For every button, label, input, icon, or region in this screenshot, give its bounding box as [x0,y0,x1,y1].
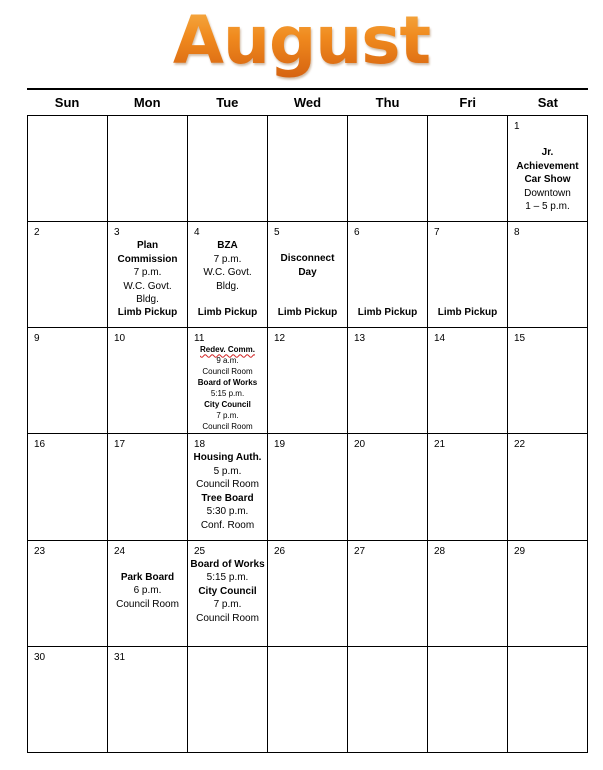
empty-day-cell [428,647,508,753]
day-number: 14 [434,333,446,345]
top-divider [27,88,588,90]
day-number: 17 [114,439,126,451]
day-number: 21 [434,439,446,451]
event-line: Conf. Room [200,519,255,531]
day-number: 26 [274,545,286,557]
day-number: 23 [34,545,46,557]
day-cell-6 [348,222,428,328]
day-cell-30 [28,647,108,753]
event-line: Disconnect [280,253,335,265]
day-cell-13 [348,328,428,434]
day-cell-11 [188,328,268,434]
day-cell-25 [188,541,268,647]
event-line: 1 – 5 p.m. [525,201,570,212]
day-number: 7 [434,227,440,239]
event-title-text: Redev. Comm. [200,345,255,355]
limb-pickup-label: Limb Pickup [437,306,498,318]
event-line: Council Room [196,479,259,491]
day-number: 22 [514,439,526,451]
empty-day-cell [268,116,348,222]
empty-day-cell [188,647,268,753]
day-number: 11 [194,333,205,345]
event-line: Jr. [541,147,554,158]
day-cell-26 [268,541,348,647]
event-line: 7 p.m. [213,599,242,611]
day-cell-2 [28,222,108,328]
day-cell-14 [428,328,508,434]
event-line: Council Room [196,612,259,624]
empty-day-cell [348,116,428,222]
day-cell-8 [508,222,588,328]
event-line: Bldg. [136,294,159,306]
day-events [188,344,267,432]
event-line: 5:15 p.m. [206,572,249,584]
day-cell-19 [268,434,348,540]
day-cell-9 [28,328,108,434]
empty-day-cell [508,647,588,753]
empty-day-cell [108,116,188,222]
day-cell-17 [108,434,188,540]
event-line: 7 p.m. [216,411,239,421]
weekday-sat: Sat [537,95,558,110]
event-line: 5 p.m. [213,465,242,477]
day-number: 10 [114,333,126,345]
day-number: 19 [274,439,286,451]
day-number: 1 [514,121,520,132]
event-line: 7 p.m. [133,267,162,279]
day-cell-10 [108,328,188,434]
event-line: Car Show [524,174,571,185]
day-number: 25 [194,545,206,557]
weekday-mon: Mon [133,95,161,110]
event-line: W.C. Govt. [203,267,252,279]
day-cell-29 [508,541,588,647]
weekday-sun: Sun [54,95,80,110]
day-number: 24 [114,545,126,557]
day-number: 27 [354,545,366,557]
event-line: Plan [136,240,159,252]
day-events [108,239,187,307]
event-line [188,344,267,355]
event-line: 5:30 p.m. [206,506,249,518]
limb-pickup-label: Limb Pickup [197,306,258,318]
day-events [188,451,267,532]
event-line: Park Board [120,571,175,583]
limb-pickup-label: Limb Pickup [357,306,418,318]
weekday-thu: Thu [375,95,400,110]
day-number: 2 [34,227,40,239]
day-number: 3 [114,227,120,239]
day-cell-24 [108,541,188,647]
empty-day-cell [28,116,108,222]
day-cell-21 [428,434,508,540]
weekday-fri: Fri [459,95,476,110]
day-number: 5 [274,227,280,239]
day-number: 13 [354,333,366,345]
day-cell-27 [348,541,428,647]
day-number: 6 [354,227,360,239]
event-line: Tree Board [201,492,254,504]
day-number: 29 [514,545,526,557]
day-cell-5 [268,222,348,328]
calendar-grid [27,115,588,753]
event-line: Achievement [516,160,579,172]
day-events [268,252,347,279]
day-number: 4 [194,227,200,239]
day-cell-3 [108,222,188,328]
day-cell-28 [428,541,508,647]
weekday-tue: Tue [216,95,239,110]
day-cell-12 [268,328,348,434]
month-title: August [0,2,603,79]
day-events [508,146,587,214]
empty-day-cell [188,116,268,222]
event-line: Council Room [202,422,253,432]
day-number: 18 [194,439,206,451]
event-line: 7 p.m. [213,253,242,265]
empty-day-cell [268,647,348,753]
day-cell-18 [188,434,268,540]
day-cell-16 [28,434,108,540]
event-line: Board of Works [190,558,265,570]
day-number: 20 [354,439,366,451]
day-cell-15 [508,328,588,434]
event-line: Day [298,266,317,278]
event-line: 9 a.m. [216,356,239,366]
limb-pickup-label: Limb Pickup [117,306,178,318]
day-events [108,571,187,612]
event-line: Bldg. [216,280,239,292]
day-number: 28 [434,545,446,557]
event-line: Commission [117,253,178,265]
day-cell-22 [508,434,588,540]
empty-day-cell [348,647,428,753]
day-number: 9 [34,333,40,345]
event-line: Council Room [116,598,179,610]
day-events [188,239,267,293]
day-number: 16 [34,439,46,451]
weekday-header [27,91,588,115]
day-cell-4 [188,222,268,328]
weekday-wed: Wed [293,95,322,110]
event-line: BZA [217,240,238,252]
event-line: City Council [204,400,251,410]
day-cell-7 [428,222,508,328]
event-line: W.C. Govt. [123,280,172,292]
day-number: 12 [274,333,286,345]
limb-pickup-label: Limb Pickup [277,306,338,318]
day-number: 15 [514,333,526,345]
title-area [0,0,603,88]
day-number: 31 [114,651,126,663]
day-number: 30 [34,651,46,663]
day-cell-20 [348,434,428,540]
day-cell-31 [108,647,188,753]
event-line: Housing Auth. [193,452,262,464]
day-number: 8 [514,227,520,239]
day-cell-23 [28,541,108,647]
event-line: City Council [198,585,257,597]
empty-day-cell [428,116,508,222]
event-line: 6 p.m. [133,585,162,597]
event-line: Board of Works [197,378,258,388]
event-line: Downtown [524,187,571,199]
event-line: 5:15 p.m. [210,389,245,399]
event-line: Council Room [202,367,253,377]
day-cell-1 [508,116,588,222]
day-events [188,558,267,626]
